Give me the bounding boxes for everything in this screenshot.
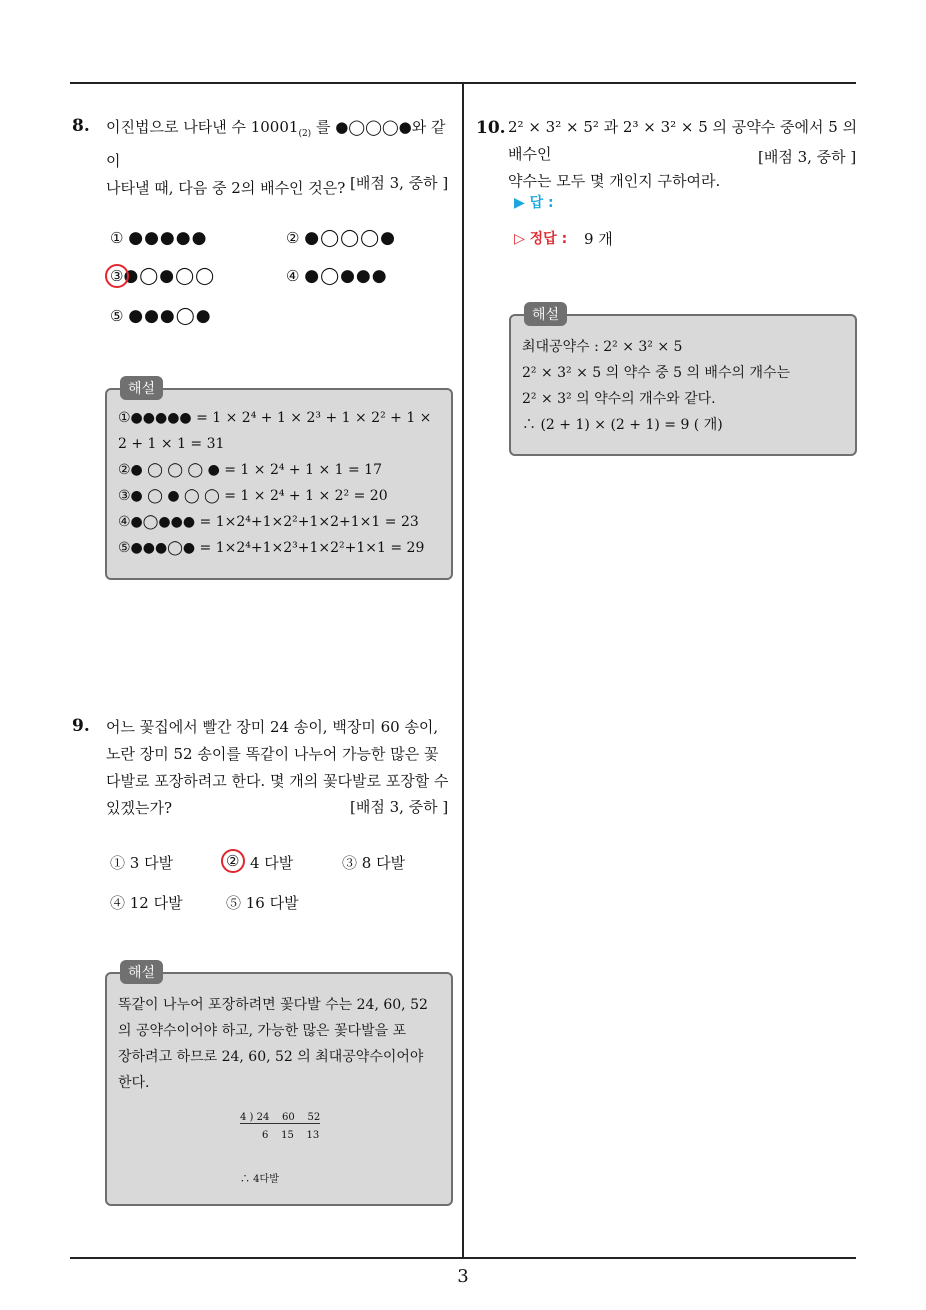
option-dots: ●●●◯● (128, 306, 212, 326)
q9-option-4[interactable]: ④ 12 다발 (110, 894, 183, 912)
option-num: ③ (110, 267, 124, 285)
correct-value: 9 개 (584, 230, 613, 248)
q9-solution-line-1: 똑같이 나누어 포장하려면 꽃다발 수는 24, 60, 52 (118, 997, 428, 1013)
q10-score: [배점 3, 중하 ] (758, 148, 857, 166)
q10-solution-line-3: 2² × 3² 의 약수의 개수와 같다. (522, 391, 716, 407)
q8-solution-line-1: ①●●●●● = 1 × 2⁴ + 1 × 2³ + 1 × 2² + 1 × (118, 410, 432, 426)
page-number: 3 (457, 1266, 469, 1287)
option-num: ⑤ (110, 307, 124, 325)
q9-score: [배점 3, 중하 ] (350, 798, 449, 816)
q8-stem-2: 나타낼 때, 다음 중 2의 배수인 것은? (106, 179, 346, 197)
q9-solution-tag: 해설 (120, 960, 163, 984)
answer-label: ▶ 답 : (514, 195, 554, 211)
q8-stem-1a: 이진법으로 나타낸 수 10001 (106, 118, 299, 136)
q9-option-3[interactable]: ③ 8 다발 (342, 854, 406, 872)
q9-conclusion: ∴ 4다발 (240, 1174, 279, 1185)
option-num: ② (286, 229, 300, 247)
q9-stem-3: 다발로 포장하려고 한다. 몇 개의 꽃다발로 포장할 수 (106, 772, 449, 790)
q9-option-1[interactable]: ① 3 다발 (110, 854, 174, 872)
option-dots: ●◯◯◯● (304, 228, 396, 248)
option-dots: ●◯●●● (304, 266, 388, 286)
q10-stem-2: 약수는 모두 몇 개인지 구하여라. (508, 172, 721, 190)
option-dots: ●●●●● (128, 228, 208, 248)
q8-solution-line-6: ⑤●●●◯● = 1×2⁴+1×2³+1×2²+1×1 = 29 (118, 540, 425, 556)
q8-solution-line-3: ②● ◯ ◯ ◯ ● = 1 × 2⁴ + 1 × 1 = 17 (118, 462, 382, 478)
q9-option-2-num[interactable]: ② (226, 852, 240, 870)
q8-number: 8. (72, 116, 90, 136)
column-divider (462, 84, 464, 1258)
q8-solution-line-2: 2 + 1 × 1 = 31 (118, 436, 225, 452)
correct-label: ▷ 정답 : (514, 231, 568, 247)
q10-solution-line-4: ∴ (2 + 1) × (2 + 1) = 9 ( 개) (522, 417, 723, 433)
q8-score: [배점 3, 중하 ] (350, 174, 449, 192)
q10-solution-tag: 해설 (524, 302, 567, 326)
q9-division-row-1: 4 ) 24 60 52 (240, 1112, 321, 1123)
q9-solution-line-3: 장하려고 하므로 24, 60, 52 의 최대공약수이어야 (118, 1049, 424, 1065)
q8-solution-line-4: ③● ◯ ● ◯ ◯ = 1 × 2⁴ + 1 × 2² = 20 (118, 488, 388, 504)
q8-solution-line-5: ④●◯●●● = 1×2⁴+1×2²+1×2+1×1 = 23 (118, 514, 419, 530)
q10-solution-line-2: 2² × 3² × 5 의 약수 중 5 의 배수의 개수는 (522, 365, 791, 381)
q10-solution-line-1: 최대공약수 : 2² × 3² × 5 (522, 339, 683, 355)
q8-base: (2) (298, 129, 312, 139)
q8-option-1[interactable] (110, 228, 207, 248)
q9-stem-1: 어느 꽃집에서 빨간 장미 24 송이, 백장미 60 송이, (106, 718, 439, 736)
q8-answer-mark (105, 264, 129, 288)
q10-number: 10. (476, 118, 506, 138)
q9-stem-4: 있겠는가? (106, 799, 173, 817)
q9-option-2-text[interactable]: 4 다발 (250, 854, 294, 872)
option-dots: ●◯●◯◯ (123, 266, 216, 286)
option-num: ① (110, 229, 124, 247)
q8-option-2[interactable] (286, 228, 396, 248)
q9-solution-line-2: 의 공약수이어야 하고, 가능한 많은 꽃다발을 포 (118, 1023, 407, 1039)
q8-option-4[interactable] (286, 266, 388, 286)
option-num: ④ (286, 267, 300, 285)
q8-stem-1b: 를 ●◯◯◯●와 같이 (106, 118, 446, 170)
q9-option-5[interactable]: ⑤ 16 다발 (226, 894, 299, 912)
bottom-rule (70, 1257, 856, 1259)
q9-division-row-2: 6 15 13 (262, 1130, 320, 1141)
q9-stem-2: 노란 장미 52 송이를 똑같이 나누어 가능한 많은 꽃 (106, 745, 439, 763)
q9-answer-mark (221, 849, 245, 873)
q9-number: 9. (72, 716, 90, 736)
q9-solution-line-4: 한다. (118, 1075, 150, 1091)
q8-option-5[interactable] (110, 306, 212, 326)
q8-solution-tag: 해설 (120, 376, 163, 400)
q10-stem-1: 2² × 3² × 5² 과 2³ × 3² × 5 의 공약수 중에서 5 의 배수인 (508, 118, 858, 163)
